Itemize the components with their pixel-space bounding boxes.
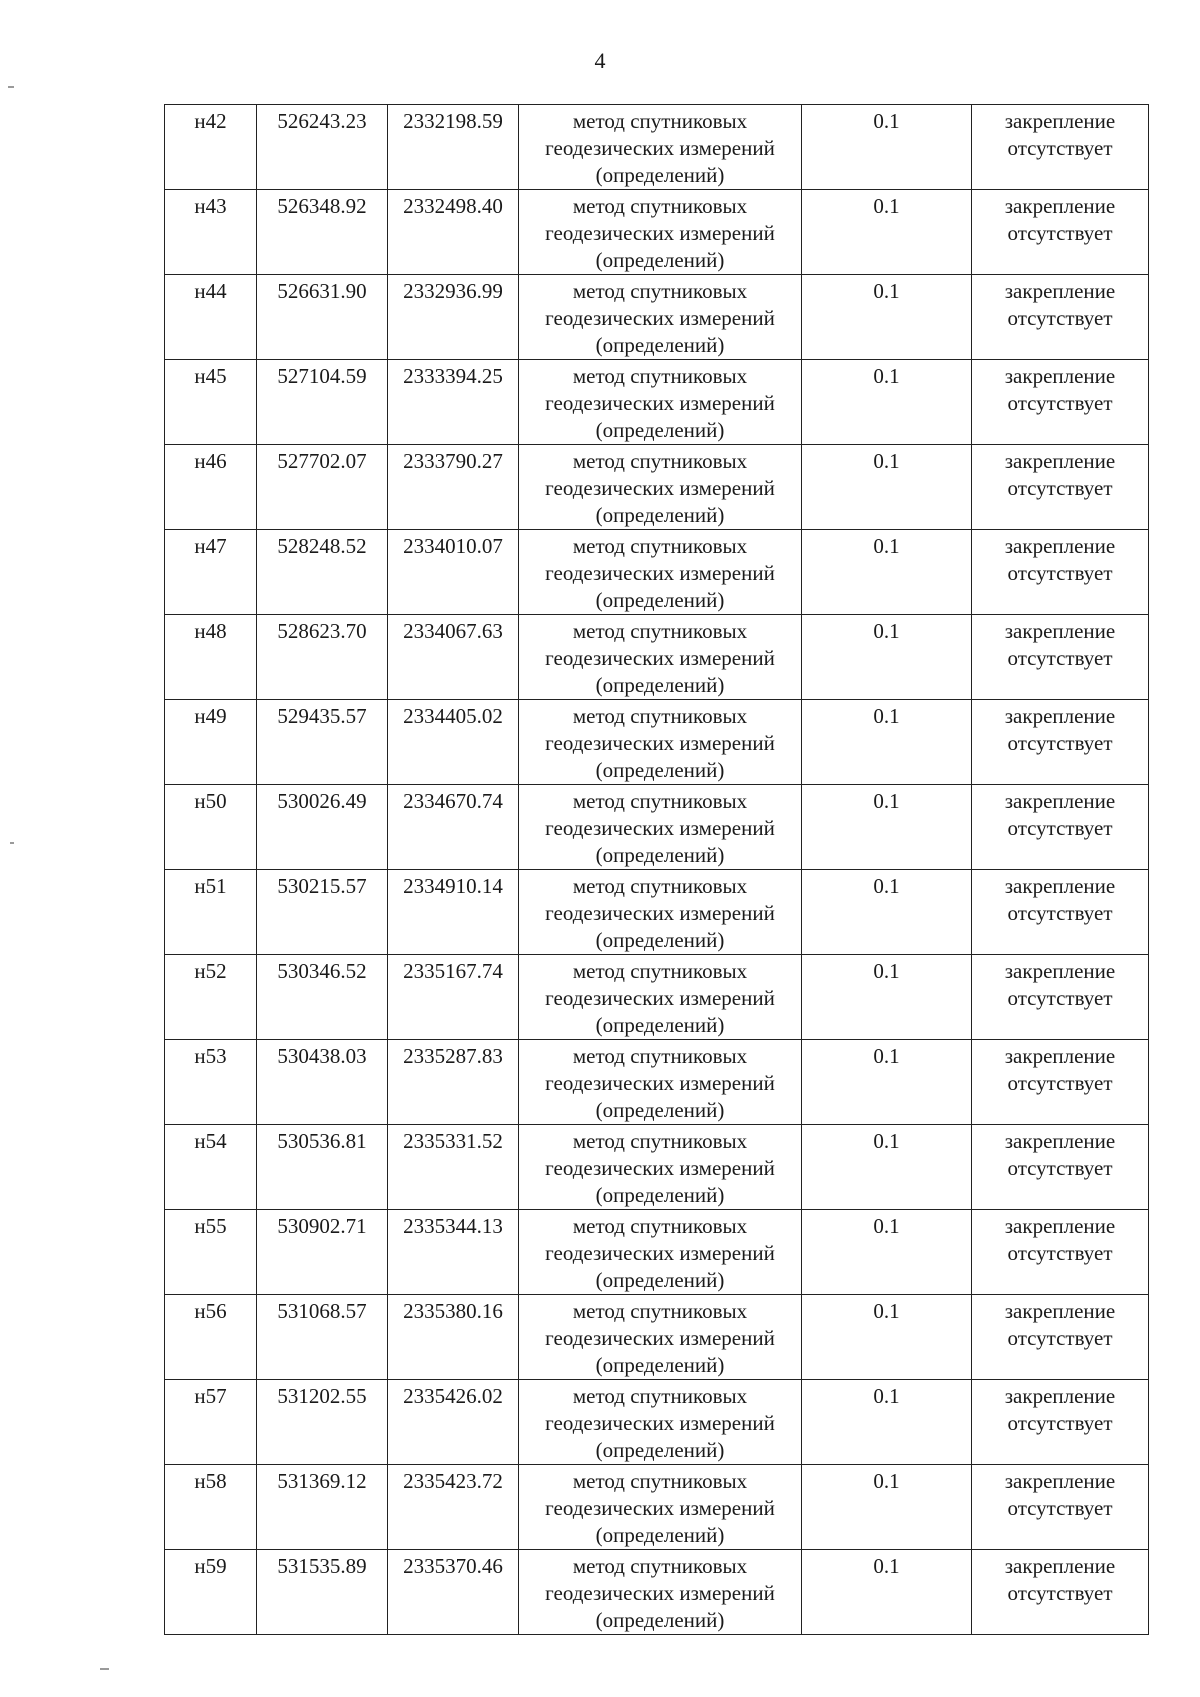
point-name-cell: н43 — [165, 190, 257, 275]
point-name-cell: н58 — [165, 1465, 257, 1550]
method-line: метод спутниковых — [572, 1129, 748, 1153]
table-row — [165, 190, 1149, 275]
x-coordinate-cell: 530902.71 — [257, 1210, 388, 1295]
fixation-line: отсутствует — [1007, 391, 1113, 415]
fixation-line: закрепление — [1004, 534, 1116, 558]
point-name-cell: н53 — [165, 1040, 257, 1125]
fixation-line: закрепление — [1004, 704, 1116, 728]
table-row — [165, 870, 1149, 955]
fixation-line: отсутствует — [1007, 561, 1113, 585]
x-coordinate-cell: 527104.59 — [257, 360, 388, 445]
y-coordinate-cell: 2334670.74 — [388, 785, 519, 870]
y-coordinate-cell: 2332936.99 — [388, 275, 519, 360]
method-line: метод спутниковых — [572, 449, 748, 473]
y-coordinate-cell: 2334910.14 — [388, 870, 519, 955]
method-cell — [519, 700, 802, 785]
method-line: (определений) — [595, 1608, 725, 1632]
accuracy-cell: 0.1 — [802, 105, 972, 190]
fixation-cell — [972, 105, 1149, 190]
method-line: геодезических измерений — [545, 136, 775, 160]
point-name-cell: н49 — [165, 700, 257, 785]
method-line: метод спутниковых — [572, 109, 748, 133]
accuracy-cell: 0.1 — [802, 1125, 972, 1210]
fixation-line: отсутствует — [1007, 221, 1113, 245]
method-line: геодезических измерений — [545, 221, 775, 245]
table-row — [165, 445, 1149, 530]
table-row — [165, 955, 1149, 1040]
method-cell — [519, 275, 802, 360]
method-line: (определений) — [595, 843, 725, 867]
fixation-line: закрепление — [1004, 874, 1116, 898]
y-coordinate-cell: 2335287.83 — [388, 1040, 519, 1125]
fixation-cell — [972, 1295, 1149, 1380]
method-line: (определений) — [595, 588, 725, 612]
accuracy-cell: 0.1 — [802, 445, 972, 530]
fixation-line: отсутствует — [1007, 476, 1113, 500]
table-row — [165, 275, 1149, 360]
y-coordinate-cell: 2332198.59 — [388, 105, 519, 190]
point-name-cell: н42 — [165, 105, 257, 190]
boundary-points-table — [164, 104, 1149, 1635]
y-coordinate-cell: 2332498.40 — [388, 190, 519, 275]
x-coordinate-cell: 531369.12 — [257, 1465, 388, 1550]
x-coordinate-cell: 530346.52 — [257, 955, 388, 1040]
method-cell — [519, 190, 802, 275]
y-coordinate-cell: 2335167.74 — [388, 955, 519, 1040]
scan-mark — [8, 86, 14, 88]
method-line: (определений) — [595, 1523, 725, 1547]
fixation-line: отсутствует — [1007, 816, 1113, 840]
point-name-cell: н59 — [165, 1550, 257, 1635]
fixation-line: отсутствует — [1007, 646, 1113, 670]
y-coordinate-cell: 2335423.72 — [388, 1465, 519, 1550]
table-row — [165, 615, 1149, 700]
x-coordinate-cell: 530026.49 — [257, 785, 388, 870]
table-row — [165, 785, 1149, 870]
fixation-cell — [972, 275, 1149, 360]
fixation-cell — [972, 1465, 1149, 1550]
method-line: метод спутниковых — [572, 619, 748, 643]
method-line: метод спутниковых — [572, 959, 748, 983]
method-cell — [519, 1210, 802, 1295]
method-line: (определений) — [595, 673, 725, 697]
fixation-line: закрепление — [1004, 789, 1116, 813]
method-line: (определений) — [595, 163, 725, 187]
point-name-cell: н46 — [165, 445, 257, 530]
point-name-cell: н54 — [165, 1125, 257, 1210]
x-coordinate-cell: 530215.57 — [257, 870, 388, 955]
method-line: геодезических измерений — [545, 561, 775, 585]
accuracy-cell: 0.1 — [802, 530, 972, 615]
table-body — [165, 105, 1149, 1635]
x-coordinate-cell: 526631.90 — [257, 275, 388, 360]
method-line: (определений) — [595, 1438, 725, 1462]
method-cell — [519, 955, 802, 1040]
table-row — [165, 1125, 1149, 1210]
fixation-line: отсутствует — [1007, 136, 1113, 160]
fixation-cell — [972, 190, 1149, 275]
fixation-line: закрепление — [1004, 1384, 1116, 1408]
method-line: (определений) — [595, 1013, 725, 1037]
method-line: метод спутниковых — [572, 1214, 748, 1238]
page-number: 4 — [594, 48, 606, 73]
fixation-cell — [972, 1210, 1149, 1295]
fixation-line: отсутствует — [1007, 306, 1113, 330]
fixation-line: отсутствует — [1007, 1241, 1113, 1265]
method-line: метод спутниковых — [572, 1044, 748, 1068]
accuracy-cell: 0.1 — [802, 1465, 972, 1550]
y-coordinate-cell: 2335331.52 — [388, 1125, 519, 1210]
point-name-cell: н55 — [165, 1210, 257, 1295]
fixation-line: закрепление — [1004, 1044, 1116, 1068]
method-line: геодезических измерений — [545, 1071, 775, 1095]
fixation-cell — [972, 615, 1149, 700]
x-coordinate-cell: 527702.07 — [257, 445, 388, 530]
y-coordinate-cell: 2333790.27 — [388, 445, 519, 530]
fixation-line: закрепление — [1004, 1299, 1116, 1323]
point-name-cell: н50 — [165, 785, 257, 870]
method-line: метод спутниковых — [572, 704, 748, 728]
method-line: (определений) — [595, 418, 725, 442]
method-line: метод спутниковых — [572, 1554, 748, 1578]
x-coordinate-cell: 531068.57 — [257, 1295, 388, 1380]
fixation-cell — [972, 1040, 1149, 1125]
x-coordinate-cell: 528248.52 — [257, 530, 388, 615]
method-line: геодезических измерений — [545, 816, 775, 840]
point-name-cell: н47 — [165, 530, 257, 615]
method-line: (определений) — [595, 1353, 725, 1377]
point-name-cell: н56 — [165, 1295, 257, 1380]
fixation-line: закрепление — [1004, 194, 1116, 218]
scan-mark — [10, 842, 14, 844]
point-name-cell: н51 — [165, 870, 257, 955]
x-coordinate-cell: 526348.92 — [257, 190, 388, 275]
fixation-line: закрепление — [1004, 959, 1116, 983]
x-coordinate-cell: 530438.03 — [257, 1040, 388, 1125]
accuracy-cell: 0.1 — [802, 1380, 972, 1465]
method-cell — [519, 530, 802, 615]
fixation-cell — [972, 1550, 1149, 1635]
method-line: геодезических измерений — [545, 1241, 775, 1265]
fixation-line: закрепление — [1004, 1129, 1116, 1153]
method-line: геодезических измерений — [545, 646, 775, 670]
table-row — [165, 360, 1149, 445]
fixation-line: отсутствует — [1007, 1326, 1113, 1350]
fixation-line: закрепление — [1004, 1214, 1116, 1238]
fixation-line: отсутствует — [1007, 1071, 1113, 1095]
method-line: (определений) — [595, 503, 725, 527]
method-line: геодезических измерений — [545, 306, 775, 330]
fixation-line: закрепление — [1004, 1554, 1116, 1578]
method-line: метод спутниковых — [572, 874, 748, 898]
fixation-cell — [972, 870, 1149, 955]
x-coordinate-cell: 530536.81 — [257, 1125, 388, 1210]
method-line: геодезических измерений — [545, 1326, 775, 1350]
method-cell — [519, 1465, 802, 1550]
method-cell — [519, 1295, 802, 1380]
method-line: геодезических измерений — [545, 901, 775, 925]
method-line: геодезических измерений — [545, 986, 775, 1010]
method-line: геодезических измерений — [545, 1496, 775, 1520]
method-line: (определений) — [595, 1268, 725, 1292]
method-line: геодезических измерений — [545, 391, 775, 415]
fixation-cell — [972, 445, 1149, 530]
method-line: метод спутниковых — [572, 1469, 748, 1493]
table-row — [165, 105, 1149, 190]
fixation-line: отсутствует — [1007, 1496, 1113, 1520]
y-coordinate-cell: 2334067.63 — [388, 615, 519, 700]
fixation-line: отсутствует — [1007, 731, 1113, 755]
method-cell — [519, 360, 802, 445]
accuracy-cell: 0.1 — [802, 1210, 972, 1295]
method-cell — [519, 1040, 802, 1125]
method-line: геодезических измерений — [545, 1411, 775, 1435]
method-line: метод спутниковых — [572, 194, 748, 218]
method-line: (определений) — [595, 758, 725, 782]
method-line: геодезических измерений — [545, 1156, 775, 1180]
method-line: (определений) — [595, 333, 725, 357]
table-row — [165, 1550, 1149, 1635]
x-coordinate-cell: 526243.23 — [257, 105, 388, 190]
table-row — [165, 1295, 1149, 1380]
y-coordinate-cell: 2334010.07 — [388, 530, 519, 615]
method-line: геодезических измерений — [545, 1581, 775, 1605]
point-name-cell: н57 — [165, 1380, 257, 1465]
table-row — [165, 1380, 1149, 1465]
fixation-cell — [972, 530, 1149, 615]
fixation-cell — [972, 1380, 1149, 1465]
fixation-line: отсутствует — [1007, 1411, 1113, 1435]
method-line: (определений) — [595, 248, 725, 272]
method-line: (определений) — [595, 1098, 725, 1122]
y-coordinate-cell: 2333394.25 — [388, 360, 519, 445]
fixation-line: закрепление — [1004, 619, 1116, 643]
fixation-line: отсутствует — [1007, 1156, 1113, 1180]
point-name-cell: н44 — [165, 275, 257, 360]
fixation-line: закрепление — [1004, 1469, 1116, 1493]
accuracy-cell: 0.1 — [802, 360, 972, 445]
method-line: метод спутниковых — [572, 364, 748, 388]
x-coordinate-cell: 531202.55 — [257, 1380, 388, 1465]
table-row — [165, 700, 1149, 785]
y-coordinate-cell: 2335380.16 — [388, 1295, 519, 1380]
method-cell — [519, 1125, 802, 1210]
method-line: геодезических измерений — [545, 731, 775, 755]
fixation-cell — [972, 700, 1149, 785]
method-cell — [519, 615, 802, 700]
fixation-line: отсутствует — [1007, 986, 1113, 1010]
method-line: метод спутниковых — [572, 534, 748, 558]
fixation-line: закрепление — [1004, 279, 1116, 303]
fixation-line: закрепление — [1004, 109, 1116, 133]
y-coordinate-cell: 2335344.13 — [388, 1210, 519, 1295]
fixation-line: закрепление — [1004, 364, 1116, 388]
accuracy-cell: 0.1 — [802, 275, 972, 360]
y-coordinate-cell: 2334405.02 — [388, 700, 519, 785]
table-row — [165, 1465, 1149, 1550]
accuracy-cell: 0.1 — [802, 785, 972, 870]
point-name-cell: н48 — [165, 615, 257, 700]
point-name-cell: н52 — [165, 955, 257, 1040]
method-cell — [519, 445, 802, 530]
method-cell — [519, 1550, 802, 1635]
fixation-cell — [972, 955, 1149, 1040]
fixation-line: отсутствует — [1007, 901, 1113, 925]
method-line: метод спутниковых — [572, 279, 748, 303]
x-coordinate-cell: 529435.57 — [257, 700, 388, 785]
fixation-cell — [972, 1125, 1149, 1210]
table-row — [165, 1210, 1149, 1295]
method-line: метод спутниковых — [572, 789, 748, 813]
method-line: (определений) — [595, 1183, 725, 1207]
method-line: метод спутниковых — [572, 1299, 748, 1323]
method-line: геодезических измерений — [545, 476, 775, 500]
method-cell — [519, 1380, 802, 1465]
y-coordinate-cell: 2335370.46 — [388, 1550, 519, 1635]
accuracy-cell: 0.1 — [802, 615, 972, 700]
fixation-cell — [972, 360, 1149, 445]
accuracy-cell: 0.1 — [802, 1040, 972, 1125]
method-line: (определений) — [595, 928, 725, 952]
accuracy-cell: 0.1 — [802, 955, 972, 1040]
accuracy-cell: 0.1 — [802, 700, 972, 785]
fixation-line: отсутствует — [1007, 1581, 1113, 1605]
accuracy-cell: 0.1 — [802, 190, 972, 275]
fixation-line: закрепление — [1004, 449, 1116, 473]
point-name-cell: н45 — [165, 360, 257, 445]
method-cell — [519, 105, 802, 190]
y-coordinate-cell: 2335426.02 — [388, 1380, 519, 1465]
x-coordinate-cell: 531535.89 — [257, 1550, 388, 1635]
accuracy-cell: 0.1 — [802, 1295, 972, 1380]
fixation-cell — [972, 785, 1149, 870]
x-coordinate-cell: 528623.70 — [257, 615, 388, 700]
method-line: метод спутниковых — [572, 1384, 748, 1408]
table-row — [165, 1040, 1149, 1125]
accuracy-cell: 0.1 — [802, 870, 972, 955]
accuracy-cell: 0.1 — [802, 1550, 972, 1635]
method-cell — [519, 870, 802, 955]
scan-mark — [100, 1668, 109, 1670]
table-row — [165, 530, 1149, 615]
method-cell — [519, 785, 802, 870]
